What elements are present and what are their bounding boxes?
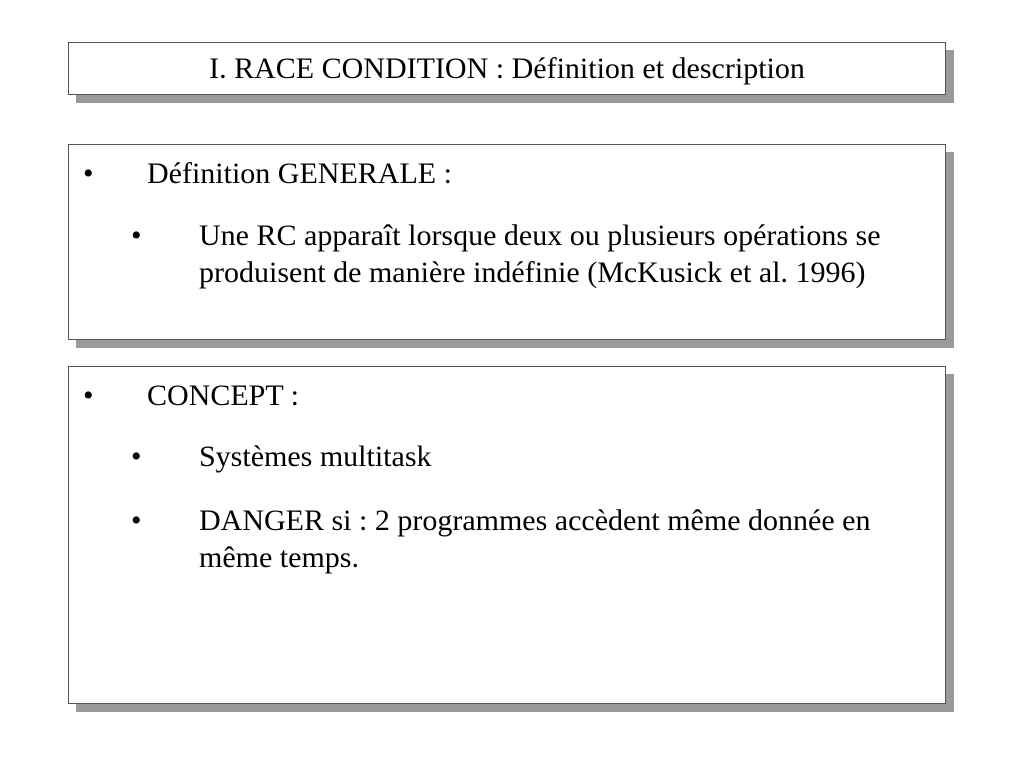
- bullet-icon: •: [83, 379, 94, 412]
- bullet-icon: •: [131, 440, 142, 473]
- concept-item: DANGER si : 2 programmes accèdent même donnée en même temps.: [199, 504, 871, 574]
- concept-item: Systèmes multitask: [199, 440, 432, 473]
- concept-box: [68, 366, 946, 704]
- slide-title: I. RACE CONDITION : Définition et description: [209, 51, 805, 85]
- bullet-icon: •: [83, 157, 94, 190]
- concept-heading: CONCEPT :: [147, 379, 299, 412]
- bullet-icon: •: [131, 219, 142, 252]
- definition-item: Une RC apparaît lorsque deux ou plusieurs opérations se produisent de manière indéfinie (McKusick et al. 1996): [199, 219, 881, 289]
- definition-box: [68, 144, 946, 340]
- definition-heading: Définition GENERALE :: [147, 157, 452, 190]
- bullet-icon: •: [131, 504, 142, 537]
- slide-title-box: [68, 42, 946, 95]
